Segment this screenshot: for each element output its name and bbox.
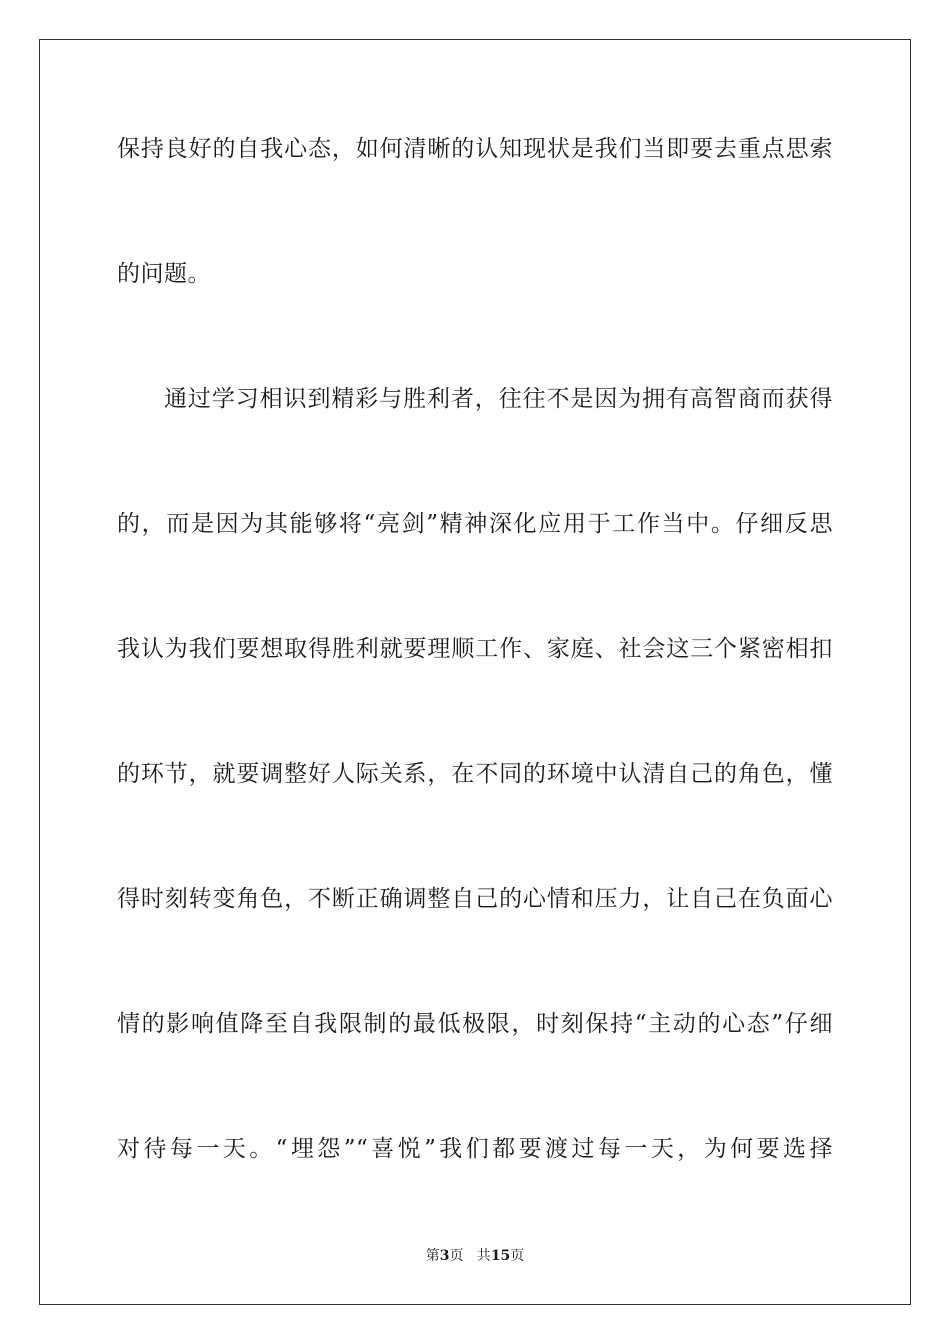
footer-middle: 页 共 [449, 1248, 491, 1264]
text-line: 通过学习相识到精彩与胜利者，往往不是因为拥有高智商而获得 [164, 386, 833, 412]
text-line: 的，而是因为其能够将“亮剑”精神深化应用于工作当中。仔细反思 [117, 511, 833, 537]
text-line: 情的影响值降至自我限制的最低极限，时刻保持“主动的心态”仔细 [117, 1011, 833, 1037]
footer-suffix: 页 [510, 1248, 525, 1264]
page-border [39, 39, 911, 1305]
text-line: 保持良好的自我心态，如何清晰的认知现状是我们当即要去重点思索 [117, 136, 833, 162]
text-line: 的问题。 [117, 261, 211, 287]
text-line: 的环节，就要调整好人际关系，在不同的环境中认清自己的角色，懂 [117, 761, 833, 787]
current-page-number: 3 [439, 1248, 450, 1264]
total-page-count: 15 [490, 1248, 511, 1264]
text-line: 得时刻转变角色，不断正确调整自己的心情和压力，让自己在负面心 [117, 886, 833, 912]
text-line: 我认为我们要想取得胜利就要理顺工作、家庭、社会这三个紧密相扣 [117, 636, 833, 662]
text-line: 对待每一天。“埋怨”“喜悦”我们都要渡过每一天，为何要选择 [117, 1136, 833, 1162]
page-number-footer [0, 1247, 950, 1265]
footer-prefix: 第 [425, 1248, 440, 1264]
